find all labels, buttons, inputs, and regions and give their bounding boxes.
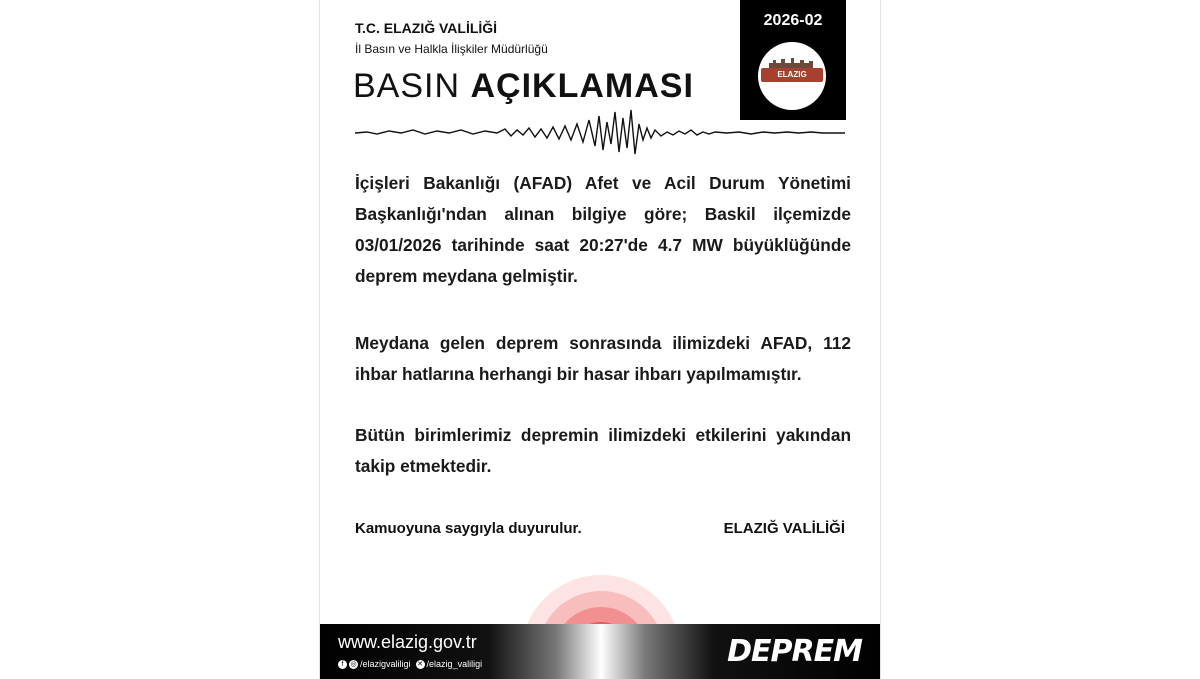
footer-bar [320, 624, 881, 679]
social-handle-1[interactable]: /elazigvaliligi [360, 659, 411, 669]
release-number-badge [740, 0, 846, 120]
title-bold: AÇIKLAMASI [470, 67, 694, 105]
signature: ELAZIĞ VALİLİĞİ [723, 520, 845, 537]
paragraph-1: İçişleri Bakanlığı (AFAD) Afet ve Acil Durum Yönetimi Başkanlığı'ndan alınan bilgiye göre; Baskil ilçemizde 03/01/2026 tarihinde saat 20:27'de 4.7 MW büyüklüğünde deprem meydana gelmiştir. [355, 173, 851, 286]
facebook-icon: f [338, 660, 347, 669]
organization-name: T.C. ELAZIĞ VALİLİĞİ [355, 20, 498, 36]
social-handles [338, 659, 482, 669]
paragraph-2: Meydana gelen deprem sonrasında ilimizdeki AFAD, 112 ihbar hatlarına herhangi bir hasar ihbarı yapılmamıştır. [355, 333, 851, 384]
website-url[interactable]: www.elazig.gov.tr [338, 632, 477, 652]
governorship-logo [758, 42, 826, 110]
press-release-document [319, 0, 881, 679]
paragraph-3: Bütün birimlerimiz depremin ilimizdeki etkilerini yakından takip etmektedir. [355, 425, 851, 476]
release-number: 2026-02 [763, 12, 823, 29]
social-handle-2[interactable]: /elazig_valiligi [426, 659, 483, 669]
deprem-label: DEPREM [727, 634, 862, 669]
x-icon: ✕ [417, 661, 423, 669]
logo-text: ELAZIG VALİLİĞİ [761, 68, 823, 82]
instagram-icon: ◎ [350, 661, 357, 669]
department-name: İl Basın ve Halkla İlişkiler Müdürlüğü [355, 42, 548, 56]
title-light: BASIN [353, 67, 471, 105]
closing-line: Kamuoyuna saygıyla duyurulur. [355, 520, 582, 537]
